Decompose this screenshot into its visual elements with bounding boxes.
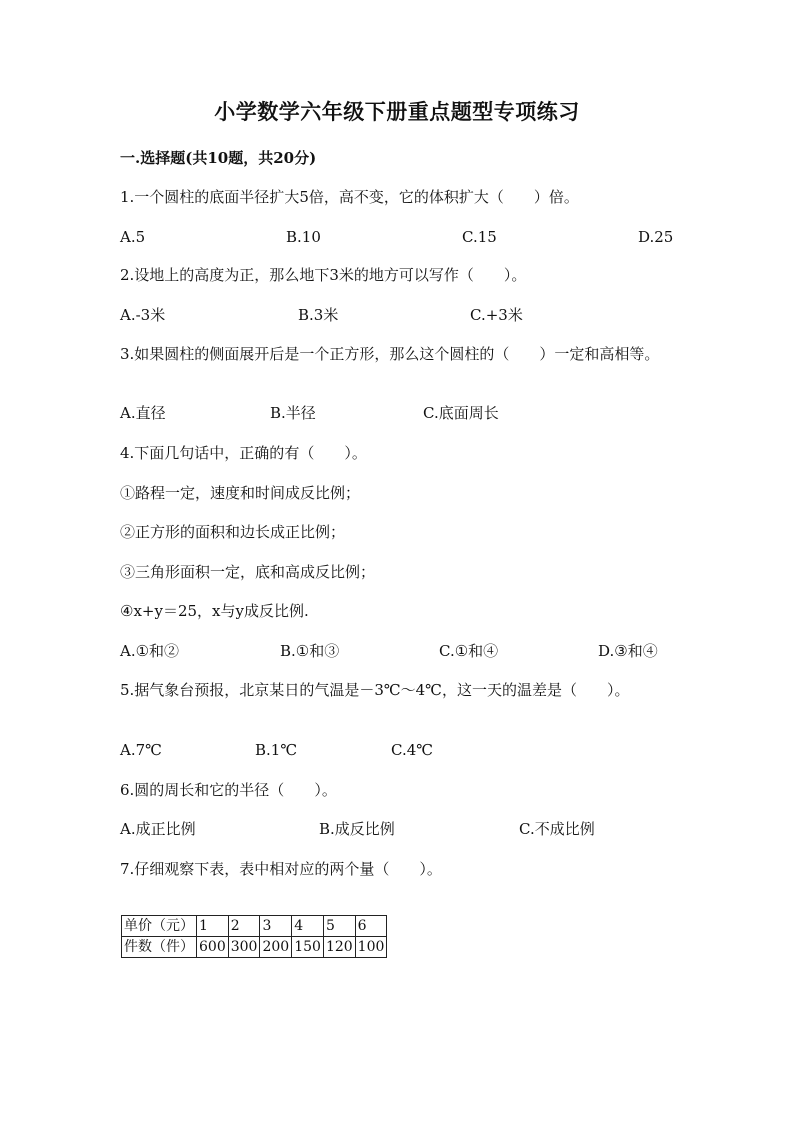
table-cell: 6 [355,916,387,937]
question-6-option-a[interactable]: A.成正比例 [120,820,196,838]
table-cell: 1 [197,916,229,937]
question-7-text: 7.仔细观察下表，表中相对应的两个量（ ）。 [120,860,442,878]
question-1-option-c[interactable]: C.15 [462,228,497,246]
question-4-statement-2: ②正方形的面积和边长成正比例； [120,523,346,541]
price-quantity-table [121,915,387,958]
section-heading: 一.选择题(共10题，共20分) [120,149,317,167]
question-5-option-c[interactable]: C.4℃ [391,741,434,759]
question-3-text: 3.如果圆柱的侧面展开后是一个正方形，那么这个圆柱的（ ）一定和高相等。 [120,345,660,363]
table-cell: 4 [292,916,324,937]
question-3-option-b[interactable]: B.半径 [270,404,316,422]
question-4-text: 4.下面几句话中，正确的有（ ）。 [120,444,367,462]
question-6-option-c[interactable]: C.不成比例 [519,820,595,838]
question-6-option-b[interactable]: B.成反比例 [319,820,395,838]
question-5-option-a[interactable]: A.7℃ [120,741,162,759]
question-4-statement-3: ③三角形面积一定，底和高成反比例； [120,563,376,581]
question-1-option-b[interactable]: B.10 [286,228,321,246]
table-cell: 200 [260,937,292,958]
table-cell: 600 [197,937,229,958]
question-6-text: 6.圆的周长和它的半径（ ）。 [120,781,337,799]
table-cell: 件数（件） [122,937,197,958]
question-4-statement-1: ①路程一定，速度和时间成反比例； [120,484,361,502]
question-2-text: 2.设地上的高度为正，那么地下3米的地方可以写作（ ）。 [120,266,527,284]
table-row-price [122,916,387,937]
table-cell: 3 [260,916,292,937]
table-cell: 5 [323,916,355,937]
table-cell: 300 [228,937,260,958]
question-3-option-a[interactable]: A.直径 [120,404,166,422]
table-cell: 单价（元） [122,916,197,937]
question-5-option-b[interactable]: B.1℃ [255,741,298,759]
question-4-option-b[interactable]: B.①和③ [280,642,340,660]
question-1-option-a[interactable]: A.5 [120,228,146,246]
question-2-option-c[interactable]: C.+3米 [470,306,523,324]
question-2-option-b[interactable]: B.3米 [298,306,339,324]
table-row-quantity [122,937,387,958]
question-4-statement-4: ④x+y＝25，x与y成反比例. [120,602,309,620]
question-5-text: 5.据气象台预报，北京某日的气温是－3℃～4℃，这一天的温差是（ ）。 [120,681,630,699]
page-title: 小学数学六年级下册重点题型专项练习 [214,99,580,124]
question-1-option-d[interactable]: D.25 [638,228,674,246]
question-1-text: 1.一个圆柱的底面半径扩大5倍，高不变，它的体积扩大（ ）倍。 [120,188,579,206]
question-4-option-c[interactable]: C.①和④ [439,642,499,660]
question-2-option-a[interactable]: A.-3米 [120,306,166,324]
table-cell: 120 [323,937,355,958]
table-cell: 2 [228,916,260,937]
question-4-option-a[interactable]: A.①和② [120,642,180,660]
question-4-option-d[interactable]: D.③和④ [598,642,658,660]
table-cell: 150 [292,937,324,958]
question-3-option-c[interactable]: C.底面周长 [423,404,499,422]
table-cell: 100 [355,937,387,958]
